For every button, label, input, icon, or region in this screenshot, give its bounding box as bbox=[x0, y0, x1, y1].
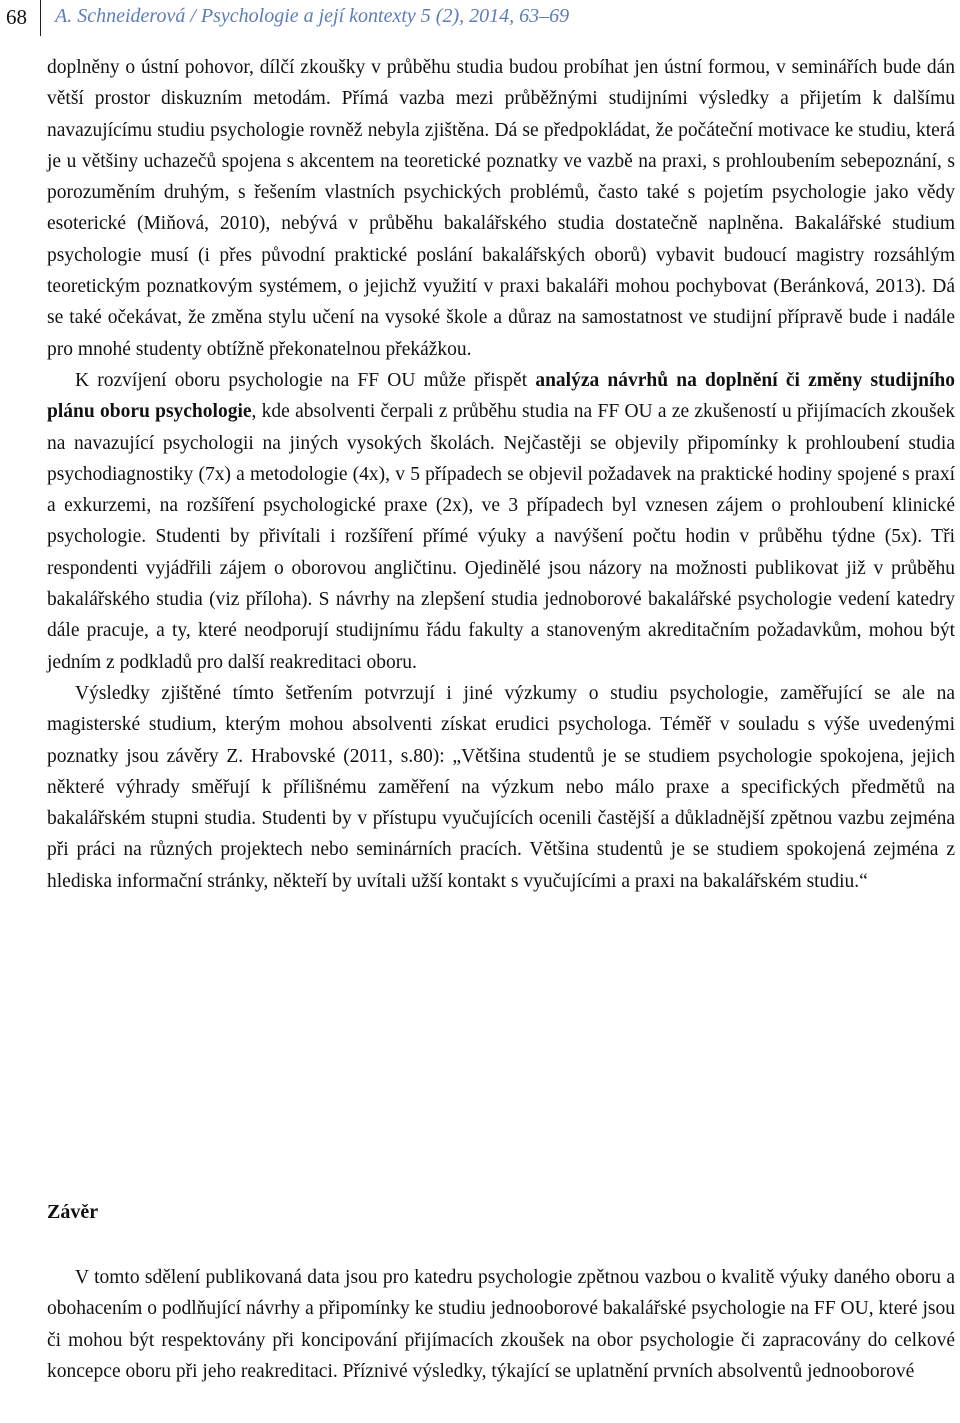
conclusion-body bbox=[47, 1262, 955, 1387]
conclusion-heading-wrap bbox=[47, 1201, 98, 1224]
paragraph-2-rest: , kde absolventi čerpali z průběhu studia na FF OU a ze zkušeností u přijímacích zkoušek na navazující psychologii na jiných vysokých školách. Nejčastěji se objevily připomínky k prohloubení studia psychodiagnostiky (7x) a metodologie (4x), v 5 případech se objevil požadavek na praktické hodiny spojené s praxí a exkurzemi, na rozšíření psychologické praxe (2x), ve 3 případech byl vznesen zájem o prohloubení klinické psychologie. Studenti by přivítali i rozšíření přímé výuky a navýšení počtu hodin v průběhu týdne (5x). Tři respondenti vyjádřili zájem o oborovou angličtinu. Ojedinělé jsou názory na možnosti publikovat již v průběhu bakalářského studia (viz příloha). S návrhy na zlepšení studia jednoborové bakalářské psychologie vedení katedry dále pracuje, a ty, které neodporují studijnímu řádu fakulty a stanoveným akreditačním požadavkům, mohou být jedním z podkladů pro další reakreditaci oboru. bbox=[47, 401, 955, 673]
paragraph-2-lead: K rozvíjení oboru psychologie na FF OU může přispět bbox=[75, 369, 536, 391]
article-body bbox=[47, 52, 955, 897]
paragraph-2 bbox=[47, 365, 955, 678]
paragraph-2-emphasis: analýza návrhů na doplnění či změny studijního plánu oboru psychologie bbox=[47, 369, 955, 423]
page-number: 68 bbox=[6, 5, 27, 29]
header-divider bbox=[40, 0, 41, 36]
paragraph-3: Výsledky zjištěné tímto šetřením potvrzují i jiné výzkumy o studiu psychologie, zaměřující se ale na magisterské studium, kterým mohou absolventi získat erudici psychologa. Téměř v souladu s výše uvedenými poznatky jsou závěry Z. Hrabovské (2011, s.80): „Většina studentů je se studiem psychologie spokojena, jejich některé výhrady směřují k přílišnému zaměření na výzkum nebo málo praxe a specifických předmětů na bakalářském stupni studia. Studenti by v přístupu vyučujících ocenili častější a důkladnější zpětnou vazbu zejména při práci na různých projektech nebo seminárních pracích. Většina studentů je se studiem spokojená zejména z hlediska informační stránky, někteří by uvítali užší kontakt s vyučujícími a praxi na bakalářském studiu.“ bbox=[47, 682, 955, 892]
page-header bbox=[0, 0, 960, 44]
conclusion-heading: Závěr bbox=[47, 1201, 99, 1223]
running-title: A. Schneiderová / Psychologie a její kontexty 5 (2), 2014, 63–69 bbox=[55, 5, 570, 27]
paragraph-1: doplněny o ústní pohovor, dílčí zkoušky v průběhu studia budou probíhat jen ústní formou, v seminářích bude dán větší prostor diskuzním metodám. Přímá vazba mezi průběžnými studijními výsledky a přijetím k dalšímu navazujícímu studiu psychologie rovněž nebyla zjištěna. Dá se předpokládat, že počáteční motivace ke studiu, která je u většiny uchazečů spojena s akcentem na teoretické poznatky ve vazbě na praxi, s prohloubením sebepoznání, s porozuměním druhým, s řešením vlastních psychických problémů, často také s pojetím psychologie jako vědy esoterické (Miňová, 2010), nebývá v průběhu bakalářského studia dostatečně naplněna. Bakalářské studium psychologie musí (i přes původní praktické poslání bakalářských oborů) vybavit budoucí magistry rozsáhlým teoretickým poznatkovým systémem, o jejichž využití v praxi bakaláři mohou pochybovat (Beránková, 2013). Dá se také očekávat, že změna stylu učení na vysoké škole a důraz na samostatnost ve studijní přípravě bude i nadále pro mnohé studenty obtížně překonatelnou překážkou. bbox=[47, 57, 955, 360]
conclusion-paragraph: V tomto sdělení publikovaná data jsou pro katedru psychologie zpětnou vazbou o kvalitě výuky daného oboru a obohacením o podlňující návrhy a připomínky ke studiu jednooborové bakalářské psychologie na FF OU, které jsou či mohou být respektovány při koncipování přijímacích zkoušek na obor psychologie či zapracovány do celkové koncepce oboru při jeho reakreditaci. Příznivé výsledky, týkající se uplatnění prvních absolventů jednooborové bbox=[47, 1267, 955, 1382]
